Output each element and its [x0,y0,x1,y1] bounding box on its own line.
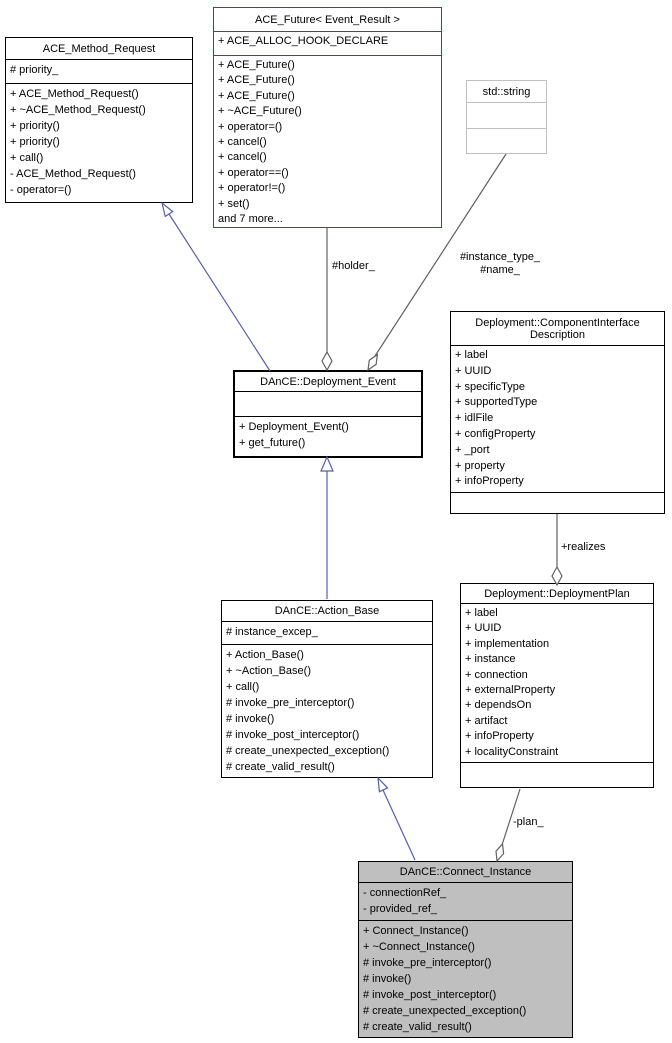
methods-compartment [451,493,664,513]
class-box-deployment-event[interactable] [233,370,423,458]
edge-label-instance-type-name [440,251,560,277]
method-row: + ~ACE_Method_Request() [10,104,146,116]
methods-compartment [214,56,441,227]
open-diamond [368,355,377,370]
method-row: # invoke_post_interceptor() [226,729,360,741]
method-row: # create_unexpected_exception() [226,745,390,757]
open-diamond [496,844,504,861]
method-row: and 7 more... [218,213,283,226]
attributes-compartment [222,622,432,645]
method-row: + Action_Base() [226,649,304,661]
class-box-connect-instance-selected[interactable] [358,861,573,1038]
class-title: Deployment::DeploymentPlan [461,584,653,604]
method-row: + ACE_Method_Request() [10,88,139,100]
attribute-row: # priority_ [10,64,59,76]
edge-aggregation-holder [322,228,332,370]
attribute-row: + infoProperty [455,475,524,488]
attribute-row: + localityConstraint [465,745,559,758]
attribute-row: + dependsOn [465,699,532,712]
attribute-row: + label [455,349,488,361]
method-row: + Connect_Instance() [363,925,469,937]
method-row: + call() [226,681,260,693]
class-box-ace-future[interactable] [213,7,442,228]
method-row: + call() [10,152,44,164]
method-row: + operator!=() [218,182,286,195]
attributes-compartment [461,604,653,763]
class-title: DAnCE::Connect_Instance [359,862,572,883]
attribute-row: + _port [455,443,490,456]
class-title: DAnCE::Action_Base [222,601,432,622]
class-title: ACE_Method_Request [6,38,192,60]
class-box-action-base[interactable] [221,600,433,778]
hollow-triangle-arrowhead [378,778,388,792]
method-row: + cancel() [218,151,267,164]
methods-compartment [467,129,546,153]
method-row: + ACE_Future() [218,59,295,71]
method-row: + cancel() [218,136,267,149]
method-row: # invoke_pre_interceptor() [226,697,355,709]
attribute-row: + configProperty [455,427,536,440]
edge-label-plan: -plan_ [513,816,544,828]
method-row: + ACE_Future() [218,74,295,87]
hollow-triangle-arrowhead [321,457,333,471]
attribute-row: + externalProperty [465,684,556,697]
method-row: + ACE_Future() [218,89,295,102]
edge-inheritance-connect-instance-to-action-base [378,778,415,860]
attribute-row: + UUID [465,622,502,635]
open-diamond [322,352,332,370]
method-row: + ~Connect_Instance() [363,941,475,953]
methods-compartment [461,763,653,787]
method-row: - operator=() [10,184,72,196]
method-row: # invoke_pre_interceptor() [363,957,492,969]
method-row: # create_valid_result() [363,1021,472,1033]
method-row: + ~ACE_Future() [218,105,302,118]
attribute-row: + infoProperty [465,730,534,743]
attribute-row: - provided_ref_ [363,903,437,915]
class-title: ACE_Future< Event_Result > [214,8,441,32]
attribute-row: - connectionRef_ [363,887,447,899]
edge-inheritance-action-base-to-deployment-event [321,457,333,599]
attributes-compartment [467,103,546,129]
attribute-row: + idlFile [455,412,494,425]
attributes-compartment [451,346,664,493]
class-title-line-1: Deployment::ComponentInterface [475,316,640,329]
attribute-row: + specificType [455,380,526,393]
class-box-component-interface-description[interactable] [450,311,665,514]
attribute-row: # instance_excep_ [226,626,318,638]
class-box-std-string [466,80,547,154]
attribute-row: + artifact [465,714,508,727]
attribute-row: + supportedType [455,396,538,409]
method-row: + ~Action_Base() [226,665,311,677]
hollow-triangle-arrowhead [162,203,173,216]
attribute-row: + UUID [455,364,492,377]
method-row: # create_valid_result() [226,761,335,773]
class-title: DAnCE::Deployment_Event [235,372,421,392]
class-title-line-2: Description [529,328,586,341]
attribute-row: + ACE_ALLOC_HOOK_DECLARE [218,35,389,47]
class-title [451,312,664,346]
attribute-row: + property [455,459,505,472]
edge-label-holder: #holder_ [332,260,375,272]
class-box-ace-method-request[interactable] [5,37,193,203]
attribute-row: + connection [465,668,528,681]
attributes-compartment [359,883,572,921]
method-row: + priority() [10,120,60,132]
attribute-row: + implementation [465,637,550,650]
method-row: # invoke() [363,973,412,985]
method-row: - ACE_Method_Request() [10,168,136,180]
method-row: + operator=() [218,120,283,133]
attribute-row: + label [465,607,498,619]
class-box-deployment-plan[interactable] [460,583,654,788]
method-row: # create_unexpected_exception() [363,1005,527,1017]
methods-compartment [222,645,432,777]
method-row: + Deployment_Event() [239,421,349,433]
attributes-compartment [235,392,421,417]
method-row: + priority() [10,136,60,148]
edge-inheritance-deployment-event-to-ace-method-request [162,203,270,371]
edge-label-name: #name_ [480,264,520,276]
method-row: + set() [218,197,250,210]
methods-compartment [235,417,421,456]
method-row: + get_future() [239,437,306,449]
methods-compartment [359,921,572,1037]
edge-label-realizes: +realizes [561,541,606,553]
method-row: # invoke() [226,713,275,725]
method-row: # invoke_post_interceptor() [363,989,497,1001]
method-row: + operator==() [218,166,289,179]
attributes-compartment [6,60,192,84]
methods-compartment [6,84,192,202]
attribute-row: + instance [465,653,516,666]
edge-label-instance-type: #instance_type_ [459,251,541,263]
attributes-compartment [214,32,441,56]
class-title: std::string [467,81,546,103]
